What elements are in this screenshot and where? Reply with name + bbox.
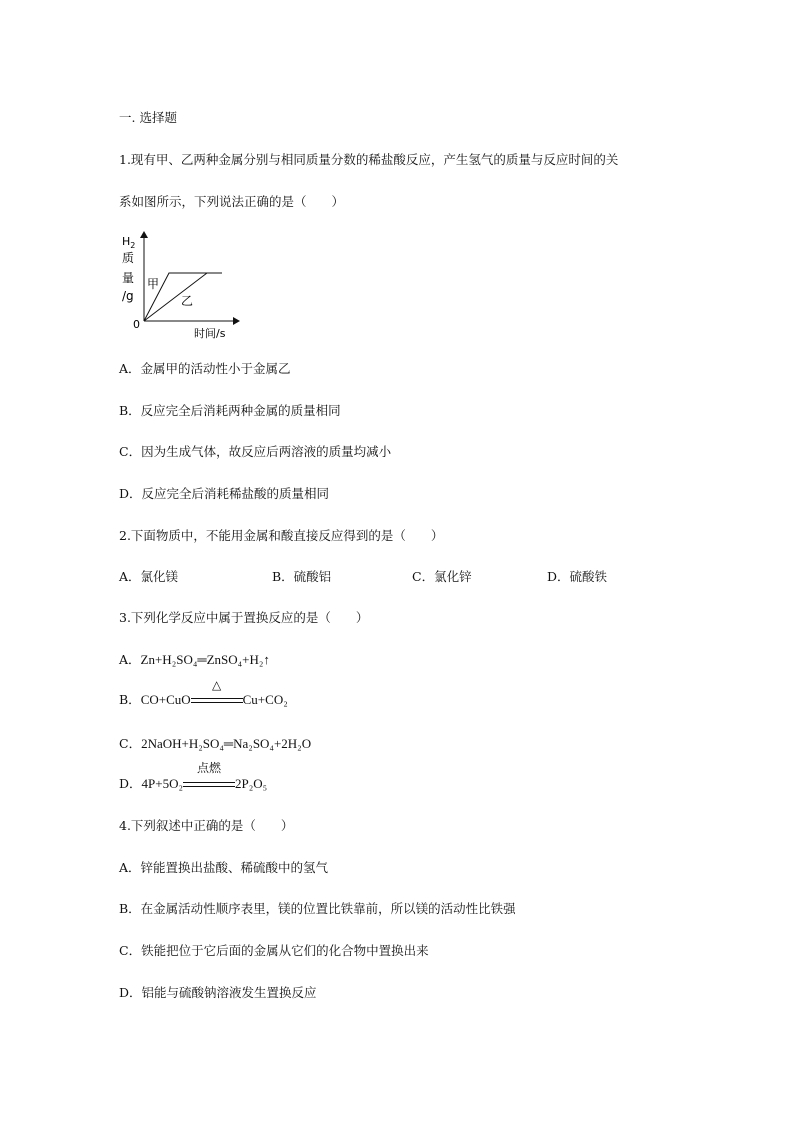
x-axis-label: 时间/s	[194, 327, 226, 340]
q1-figure	[118, 228, 248, 340]
q4-stem: 4.下列叙述中正确的是（ ）	[119, 818, 294, 833]
q1-option-c: C．因为生成气体，故反应后两溶液的质量均减小	[119, 444, 392, 459]
q3-option-b-label: B．	[119, 692, 141, 707]
q3-option-c	[119, 736, 311, 752]
series-a-label: 甲	[147, 277, 160, 291]
q3-option-d-label: D．	[119, 776, 142, 791]
q4-option-c: C．铁能把位于它后面的金属从它们的化合物中置换出来	[119, 943, 429, 958]
q2-stem: 2.下面物质中，不能用金属和酸直接反应得到的是（ ）	[119, 528, 444, 543]
q3-option-b	[119, 678, 288, 708]
q4-option-b: B．在金属活动性顺序表里，镁的位置比铁靠前，所以镁的活动性比铁强	[119, 901, 516, 916]
q3-option-d-condition	[183, 761, 235, 792]
q3-option-a	[119, 652, 270, 668]
q2-option-b: B．硫酸铝	[272, 569, 332, 584]
series-b-label: 乙	[181, 294, 194, 308]
q4-option-d: D．铝能与硫酸钠溶液发生置换反应	[119, 985, 317, 1000]
y-label-line4: /g	[122, 289, 134, 303]
q2-option-d: D．硫酸铁	[547, 569, 608, 584]
q3-option-d-condition-text: 点燃	[197, 761, 222, 775]
q3-option-b-condition	[191, 678, 243, 708]
q1-option-b: B．反应完全后消耗两种金属的质量相同	[119, 403, 341, 418]
y-label-h2: $H_2$	[122, 235, 136, 250]
q2-option-c: C．氯化锌	[412, 569, 472, 584]
q3-option-c-label: C．	[119, 736, 142, 751]
q1-option-d: D．反应完全后消耗稀盐酸的质量相同	[119, 486, 330, 501]
q4-option-a: A．锌能置换出盐酸、稀硫酸中的氢气	[119, 860, 329, 875]
q3-option-d-right: 2P₂O₅	[235, 776, 268, 791]
y-label-line3: 量	[122, 271, 135, 285]
q1-stem-line1: 1.现有甲、乙两种金属分别与相同质量分数的稀盐酸反应，产生氢气的质量与反应时间的关	[119, 152, 619, 167]
q3-option-d-left: 4P+5O₂	[141, 776, 184, 791]
q3-option-c-equation: 2NaOH+H₂SO₄═Na₂SO₄+2H₂O	[141, 736, 312, 751]
origin-label: 0	[133, 318, 140, 331]
q1-stem-line2: 系如图所示，下列说法正确的是（ ）	[119, 194, 345, 209]
q1-option-a: A．金属甲的活动性小于金属乙	[119, 361, 291, 376]
y-label-line2: 质	[122, 251, 135, 265]
q3-option-a-label: A．	[119, 652, 141, 667]
q2-option-a: A．氯化镁	[119, 569, 179, 584]
q3-option-a-equation: Zn+H₂SO₄═ZnSO₄+H₂↑	[140, 652, 270, 667]
q3-option-b-right: Cu+CO₂	[242, 692, 288, 707]
q3-option-d	[119, 761, 268, 792]
q3-option-b-equals	[191, 698, 243, 703]
q3-option-b-left: CO+CuO	[140, 692, 191, 707]
section-title: 一. 选择题	[119, 110, 177, 125]
q3-stem: 3.下列化学反应中属于置换反应的是（ ）	[119, 610, 369, 625]
q3-option-b-condition-text: △	[212, 678, 222, 692]
q3-option-d-equals	[183, 782, 235, 787]
